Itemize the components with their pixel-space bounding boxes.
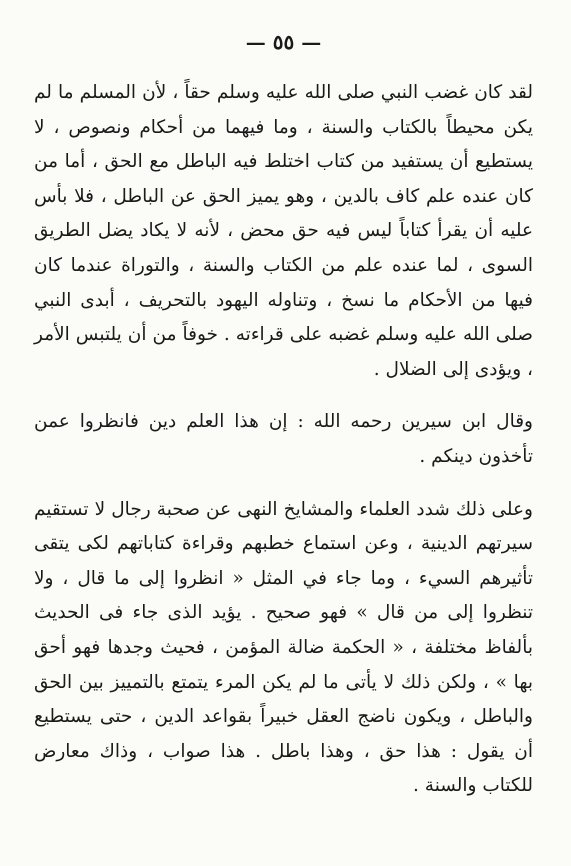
paragraph-2: وقال ابن سيرين رحمه الله : إن هذا العلم دين فانظروا عمن تأخذون دينكم .: [34, 411, 533, 467]
paragraph-1: لقد كان غضب النبي صلى الله عليه وسلم حقاً ، لأن المسلم ما لم يكن محيطاً بالكتاب والسنة ، وما فيهما من أحكام ونصوص ، لا يستطيع أن يستفيد من كتاب اختلط فيه الباطل مع الحق ، أما من كان عنده علم كاف بالدين ، وهو يميز الحق عن الباطل ، فلا بأس عليه أن يقرأ كتاباً ليس فيه حق محض ، لأنه لا يكاد يضل الطريق السوى ، لما عنده علم من الكتاب والسنة ، والتوراة عندما كان فيها من الأحكام ما نسخ ، وتناوله اليهود بالتحريف ، أبدى النبي صلى الله عليه وسلم غضبه على قراءته . خوفاً من أن يلتبس الأمر ، ويؤدى إلى الضلال .: [34, 82, 533, 380]
page-number: — ٥٥ —: [245, 30, 322, 54]
paragraph-3: وعلى ذلك شدد العلماء والمشايخ النهى عن صحبة رجال لا تستقيم سيرتهم الدينية ، وعن استماع خطبهم وقراءة كتاباتهم لكى يتقى تأثيرهم السيء ، وما جاء في المثل « انظروا إلى ما قال ، ولا تنظروا إلى من قال » فهو صحيح . يؤيد الذى جاء فى الحديث بألفاظ مختلفة ، « الحكمة ضالة المؤمن ، فحيث وجدها فهو أحق بها » ، ولكن ذلك لا يأتى ما لم يكن المرء يتمتع بالتمييز بين الحق والباطل ، ويكون ناضج العقل خبيراً بقواعد الدين ، حتى يستطيع أن يقول : هذا حق ، وهذا باطل . هذا صواب ، وذاك معارض للكتاب والسنة .: [34, 498, 533, 797]
